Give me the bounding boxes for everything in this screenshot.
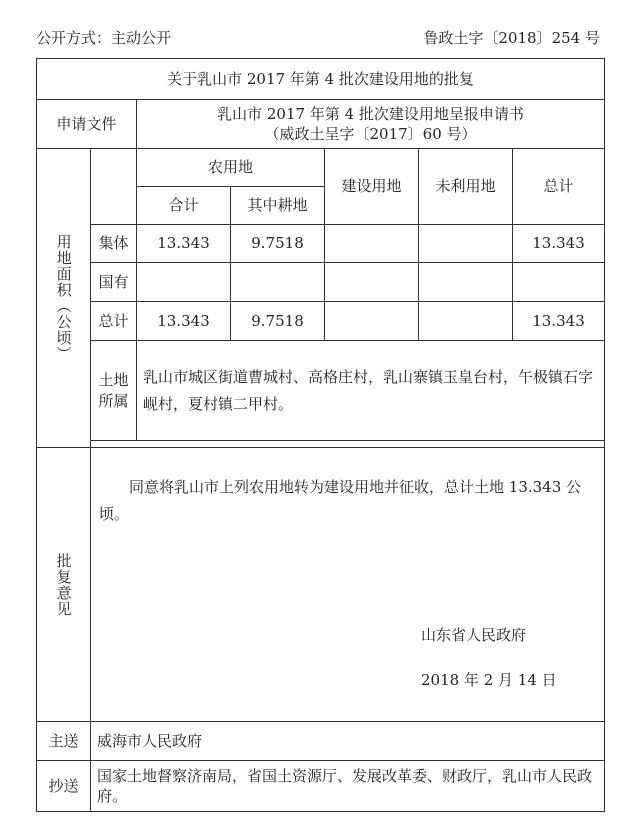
spacer-row [91, 441, 605, 448]
application-file [137, 99, 605, 148]
document-title: 关于乳山市 2017 年第 4 批次建设用地的批复 [37, 59, 605, 100]
land-area-label-cell [37, 148, 91, 448]
cell-subtotal [137, 263, 231, 302]
cell-unused [419, 224, 513, 263]
cell-construction [325, 224, 419, 263]
col-cultivated: 其中耕地 [231, 186, 325, 224]
ownership-text: 乳山市城区街道曹城村、高格庄村，乳山寨镇玉皇台村，午极镇石字岘村，夏村镇二甲村。 [137, 341, 605, 441]
opinion-cell [91, 448, 605, 722]
application-label: 申请文件 [37, 99, 137, 148]
cell-construction [325, 263, 419, 302]
opinion-text: 同意将乳山市上列农用地转为建设用地并征收，总计土地 13.343 公顷。 [99, 478, 582, 523]
col-construction: 建设用地 [325, 148, 419, 224]
document-number: 鲁政土字〔2018〕254 号 [423, 29, 600, 47]
table-row [37, 224, 605, 263]
approval-form-table [36, 58, 605, 812]
cell-subtotal: 13.343 [137, 224, 231, 263]
cell-unused [419, 302, 513, 341]
approval-date: 2018 年 2 月 14 日 [421, 671, 557, 690]
cc-label: 抄送 [37, 761, 91, 812]
cell-cultivated [231, 263, 325, 302]
opinion-label: 批复意见 [54, 552, 73, 617]
table-row [37, 263, 605, 302]
cell-subtotal: 13.343 [137, 302, 231, 341]
main-recipient-label: 主送 [37, 722, 91, 761]
corner-cell [91, 148, 137, 224]
row-label: 总计 [91, 302, 137, 341]
signer: 山东省人民政府 [421, 626, 527, 645]
cell-cultivated: 9.7518 [231, 224, 325, 263]
application-line-2: （威政土呈字〔2017〕60 号） [264, 124, 477, 143]
opinion-label-cell [37, 448, 91, 722]
cell-construction [325, 302, 419, 341]
col-unused: 未利用地 [419, 148, 513, 224]
cell-total [513, 263, 605, 302]
disclosure-mode: 公开方式：主动公开 [36, 29, 172, 47]
row-label: 国有 [91, 263, 137, 302]
application-line-1: 乳山市 2017 年第 4 批次建设用地呈报申请书 [217, 104, 524, 123]
land-area-label: 用地面积（公顷） [54, 234, 73, 363]
col-farmland: 农用地 [137, 148, 325, 186]
col-subtotal: 合计 [137, 186, 231, 224]
cell-cultivated: 9.7518 [231, 302, 325, 341]
table-row [37, 302, 605, 341]
cc-recipients: 国家土地督察济南局，省国土资源厅、发展改革委、财政厅，乳山市人民政府。 [91, 761, 605, 812]
cell-total: 13.343 [513, 302, 605, 341]
cell-unused [419, 263, 513, 302]
main-recipient: 威海市人民政府 [91, 722, 605, 761]
cell-total: 13.343 [513, 224, 605, 263]
row-label: 集体 [91, 224, 137, 263]
col-total: 总计 [513, 148, 605, 224]
ownership-label: 土地所属 [91, 341, 137, 441]
